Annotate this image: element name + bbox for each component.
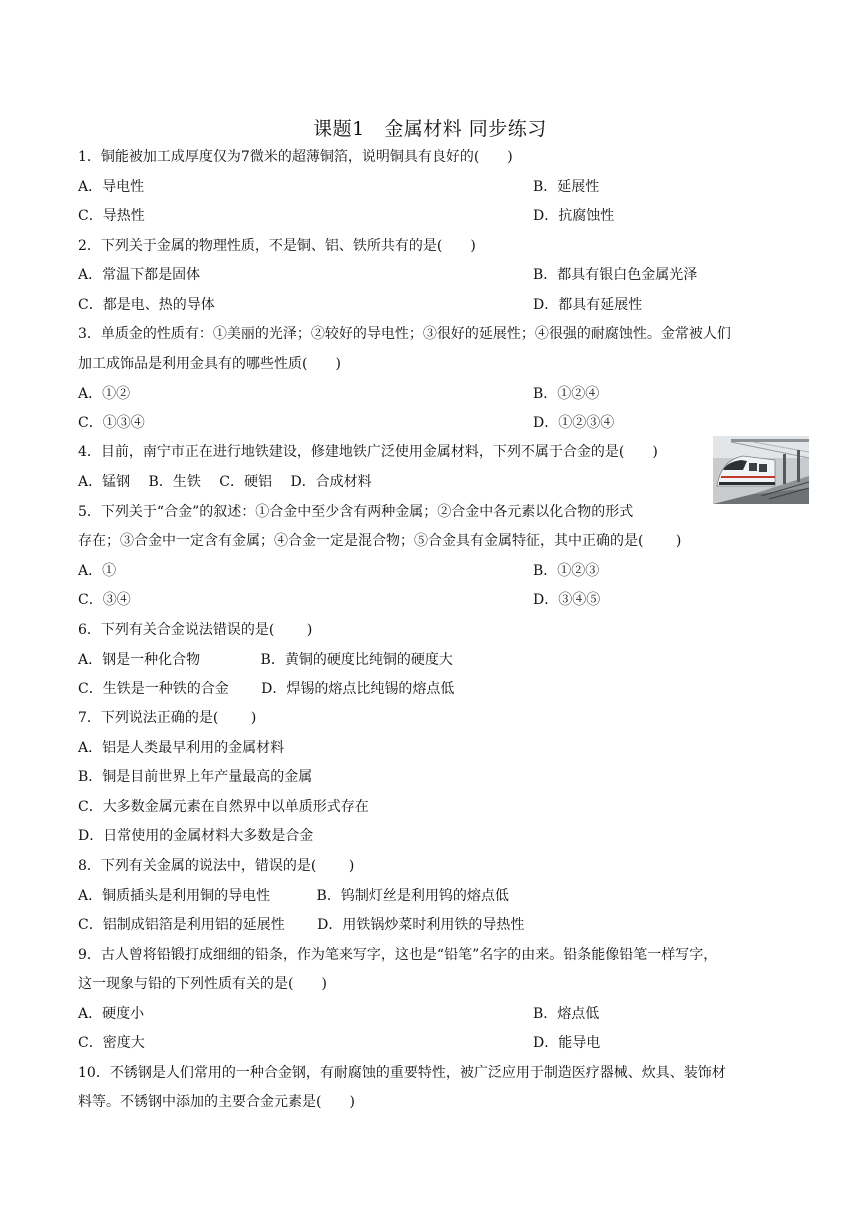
question-8-options-cd: C．铝制成铝箔是利用铝的延展性 D．用铁锅炒菜时利用铁的导热性 [78,917,525,933]
question-2-option-b: B．都具有银白色金属光泽 [533,267,698,283]
question-5-option-d: D．③④⑤ [533,592,601,608]
question-10-stem-line2: 料等。不锈钢中添加的主要合金元素是( ) [78,1094,355,1110]
question-7-option-b: B．铜是目前世界上年产量最高的金属 [78,769,313,785]
question-3-option-b: B．①②④ [533,386,600,402]
question-1-option-a: A．导电性 [78,179,145,195]
question-9-option-c: C．密度大 [78,1035,145,1051]
question-8-stem: 8．下列有关金属的说法中，错误的是( ) [78,858,355,874]
question-3-stem-line1: 3．单质金的性质有：①美丽的光泽；②较好的导电性；③很好的延展性；④很强的耐腐蚀性。金常被人们 [78,326,731,342]
question-7-option-c: C．大多数金属元素在自然界中以单质形式存在 [78,799,369,815]
question-1-option-c: C．导热性 [78,208,145,224]
question-7-option-d: D．日常使用的金属材料大多数是合金 [78,828,314,844]
question-5-option-b: B．①②③ [533,563,600,579]
page-title: 课题1 金属材料 同步练习 [313,118,547,140]
question-2-option-c: C．都是电、热的导体 [78,297,215,313]
question-5-stem-line2: 存在；③合金中一定含有金属；④合金一定是混合物；⑤合金具有金属特征，其中正确的是( ) [78,533,682,549]
question-2-stem: 2．下列关于金属的物理性质，不是铜、铝、铁所共有的是( ) [78,238,476,254]
question-9-option-d: D．能导电 [533,1035,601,1051]
question-1-option-b: B．延展性 [533,179,600,195]
question-9-stem-line2: 这一现象与铅的下列性质有关的是( ) [78,976,327,992]
question-6-stem: 6．下列有关合金说法错误的是( ) [78,622,313,638]
question-1-stem: 1．铜能被加工成厚度仅为7微米的超薄铜箔，说明铜具有良好的( ) [78,149,513,165]
question-5-stem-line1: 5．下列关于“合金”的叙述：①合金中至少含有两种金属；②合金中各元素以化合物的形式 [78,504,634,520]
question-10-stem-line1: 10．不锈钢是人们常用的一种合金钢，有耐腐蚀的重要特性，被广泛应用于制造医疗器械、炊具、装饰材 [78,1065,726,1081]
question-9-option-b: B．熔点低 [533,1006,600,1022]
question-3-option-a: A．①② [78,386,131,402]
question-2-option-d: D．都具有延展性 [533,297,643,313]
question-5-option-a: A．① [78,563,117,579]
question-4-stem: 4．目前，南宁市正在进行地铁建设，修建地铁广泛使用金属材料，下列不属于合金的是( ) [78,444,658,460]
question-9-stem-line1: 9．古人曾将铅锻打成细细的铅条，作为笔来写字，这也是“铅笔”名字的由来。铅条能像铅笔一样写字， [78,947,718,963]
question-9-option-a: A．硬度小 [78,1006,145,1022]
question-8-options-ab: A．铜质插头是利用铜的导电性 B．钨制灯丝是利用钨的熔点低 [78,888,509,904]
subway-train-image [713,436,809,504]
question-5-option-c: C．③④ [78,592,131,608]
question-6-options-cd: C．生铁是一种铁的合金 D．焊锡的熔点比纯锡的熔点低 [78,681,455,697]
question-3-option-c: C．①③④ [78,415,145,431]
question-7-stem: 7．下列说法正确的是( ) [78,710,257,726]
subway-train-photo [713,436,809,504]
question-7-option-a: A．铝是人类最早利用的金属材料 [78,740,285,756]
question-2-option-a: A．常温下都是固体 [78,267,201,283]
question-3-stem-line2: 加工成饰品是利用金具有的哪些性质( ) [78,356,341,372]
question-6-options-ab: A．钢是一种化合物 B．黄铜的硬度比纯铜的硬度大 [78,652,453,668]
question-3-option-d: D．①②③④ [533,415,615,431]
question-4-options: A．锰钢 B．生铁 C．硬铝 D．合成材料 [78,474,372,490]
question-1-option-d: D．抗腐蚀性 [533,208,615,224]
